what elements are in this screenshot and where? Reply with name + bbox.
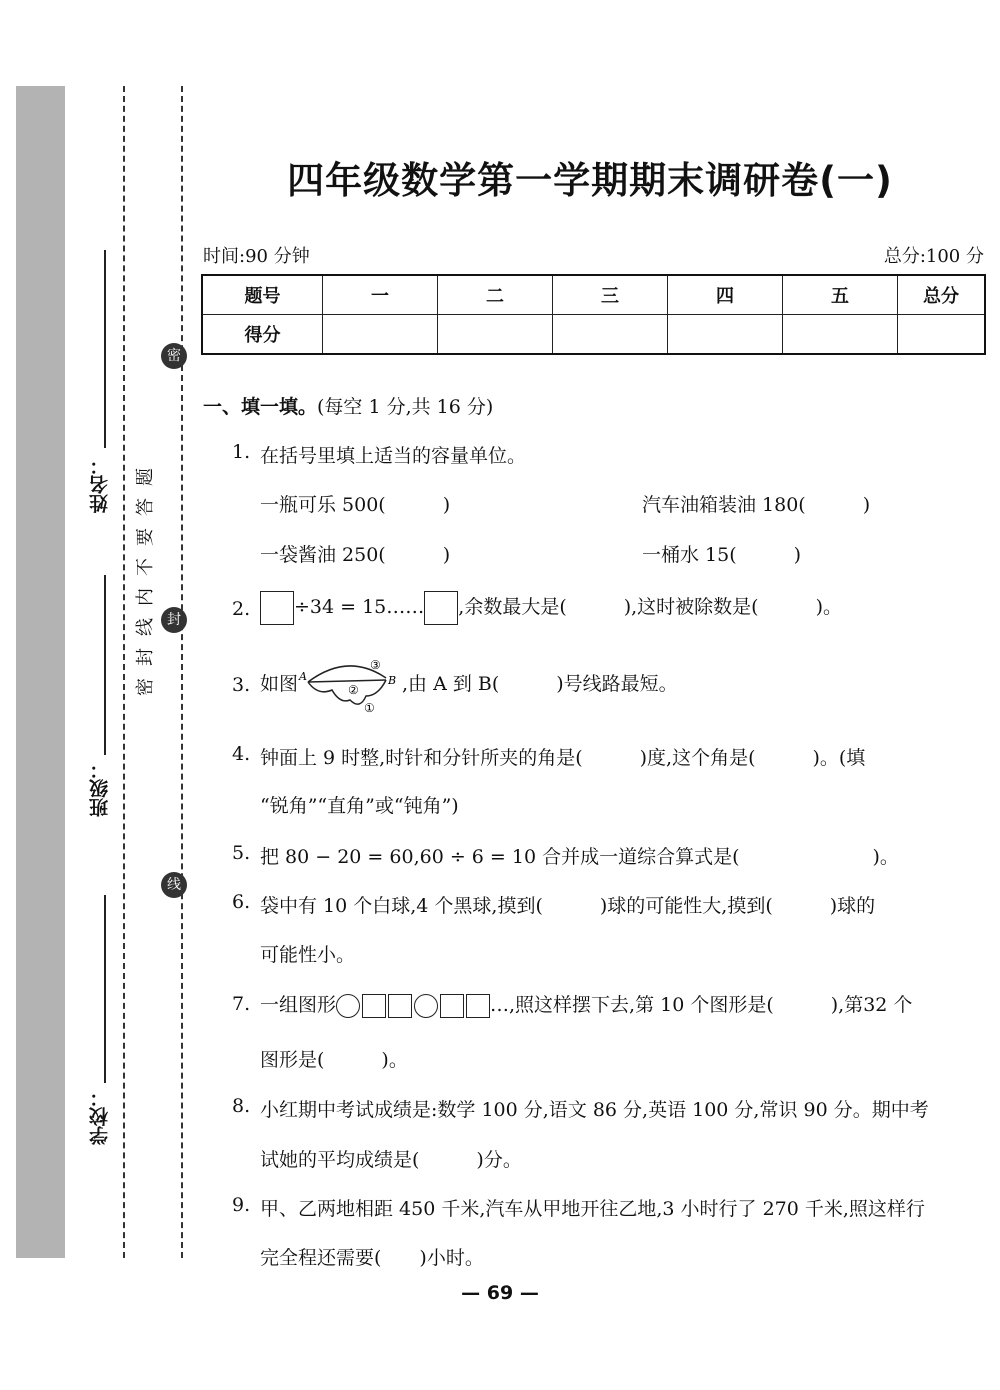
- point-a-label: A: [299, 670, 307, 683]
- route-3-label: ③: [370, 658, 381, 672]
- score-table-header-row: [202, 275, 985, 315]
- score-header-cell: 五: [783, 275, 898, 315]
- route-1-label: ①: [364, 701, 375, 714]
- seal-mark-feng: 封: [161, 607, 187, 633]
- point-b-label: B: [388, 674, 397, 687]
- cut-line-right: [181, 86, 183, 1258]
- q5-number: 5.: [232, 842, 251, 864]
- score-cell[interactable]: [668, 315, 783, 355]
- q2-text: ÷34 = 15…… ,余数最大是( ),这时被除数是( )。: [260, 591, 842, 625]
- q4-line1: 钟面上 9 时整,时针和分针所夹的角是( )度,这个角是( )。(填: [260, 747, 866, 769]
- q7-line2: 图形是( )。: [260, 1049, 408, 1071]
- seal-mark-xian: 线: [161, 872, 187, 898]
- score-header-cell: 题号: [202, 275, 323, 315]
- q9-line2: 完全程还需要( )小时。: [260, 1247, 484, 1269]
- q1-item-c: 一袋酱油 250( ): [260, 544, 451, 566]
- square-shape: [362, 994, 386, 1018]
- q5-text: 把 80 − 20 = 60,60 ÷ 6 = 10 合并成一道综合算式是( )。: [260, 846, 899, 868]
- page-title: 四年级数学第一学期期末调研卷(一): [287, 159, 893, 202]
- school-field[interactable]: [104, 895, 106, 1083]
- score-header-cell: 二: [438, 275, 553, 315]
- square-shape: [466, 994, 490, 1018]
- q6-number: 6.: [232, 891, 251, 913]
- q1-item-d: 一桶水 15( ): [642, 544, 802, 566]
- circle-shape: [414, 994, 438, 1018]
- school-label: 学校：: [89, 1088, 111, 1145]
- q7-number: 7.: [232, 993, 251, 1015]
- route-diagram: [298, 656, 402, 714]
- dividend-box[interactable]: [260, 591, 294, 625]
- score-cell[interactable]: [783, 315, 898, 355]
- score-cell[interactable]: [323, 315, 438, 355]
- q8-line2: 试她的平均成绩是( )分。: [260, 1149, 522, 1171]
- score-table: [201, 274, 986, 355]
- binding-strip: [16, 86, 65, 1258]
- q1-number: 1.: [232, 441, 251, 463]
- score-table-score-row: [202, 315, 985, 355]
- seal-mark-mi: 密: [161, 343, 187, 369]
- square-shape: [440, 994, 464, 1018]
- q9-line1: 甲、乙两地相距 450 千米,汽车从甲地开往乙地,3 小时行了 270 千米,照这样行: [260, 1198, 925, 1220]
- circle-shape: [336, 994, 360, 1018]
- score-header-cell: 一: [323, 275, 438, 315]
- q2-number: 2.: [232, 598, 251, 620]
- score-cell[interactable]: [898, 315, 986, 355]
- score-header-cell: 四: [668, 275, 783, 315]
- class-field[interactable]: [104, 575, 106, 755]
- score-header-cell: 三: [553, 275, 668, 315]
- q8-number: 8.: [232, 1095, 251, 1117]
- page-number: — 69 —: [461, 1282, 539, 1304]
- cut-line-left: [123, 86, 125, 1258]
- route-2-label: ②: [348, 683, 359, 697]
- q3-text: 如图 A B ③ ② ① ,由 A 到 B( )号线路最短。: [260, 658, 678, 714]
- seal-notice: 题 答 要 不 内 线 封 密: [135, 468, 156, 696]
- q1-item-a: 一瓶可乐 500( ): [260, 494, 451, 516]
- q6-line2: 可能性小。: [260, 944, 356, 966]
- q4-number: 4.: [232, 743, 251, 765]
- score-cell[interactable]: [553, 315, 668, 355]
- section-heading: 一、填一填。(每空 1 分,共 16 分): [203, 396, 494, 418]
- q4-line2: “锐角”“直角”或“钝角”): [260, 795, 459, 817]
- exam-time: 时间:90 分钟: [203, 246, 310, 267]
- remainder-box[interactable]: [424, 591, 458, 625]
- q6-line1: 袋中有 10 个白球,4 个黑球,摸到( )球的可能性大,摸到( )球的: [260, 895, 876, 917]
- exam-total: 总分:100 分: [883, 246, 984, 267]
- name-field[interactable]: [104, 250, 106, 448]
- score-header-cell: 总分: [898, 275, 986, 315]
- score-cell[interactable]: [438, 315, 553, 355]
- q1-text: 在括号里填上适当的容量单位。: [260, 445, 527, 467]
- q8-line1: 小红期中考试成绩是:数学 100 分,语文 86 分,英语 100 分,常识 90 分。期中考: [260, 1099, 929, 1121]
- q1-item-b: 汽车油箱装油 180( ): [642, 494, 871, 516]
- name-label: 姓名：: [89, 456, 111, 513]
- square-shape: [388, 994, 412, 1018]
- q7-line1: 一组图形 …,照这样摆下去,第 10 个图形是( ),第32 个: [260, 994, 913, 1016]
- class-label: 班级：: [89, 760, 111, 817]
- q3-number: 3.: [232, 674, 251, 696]
- score-row-label: 得分: [202, 315, 323, 355]
- q9-number: 9.: [232, 1194, 251, 1216]
